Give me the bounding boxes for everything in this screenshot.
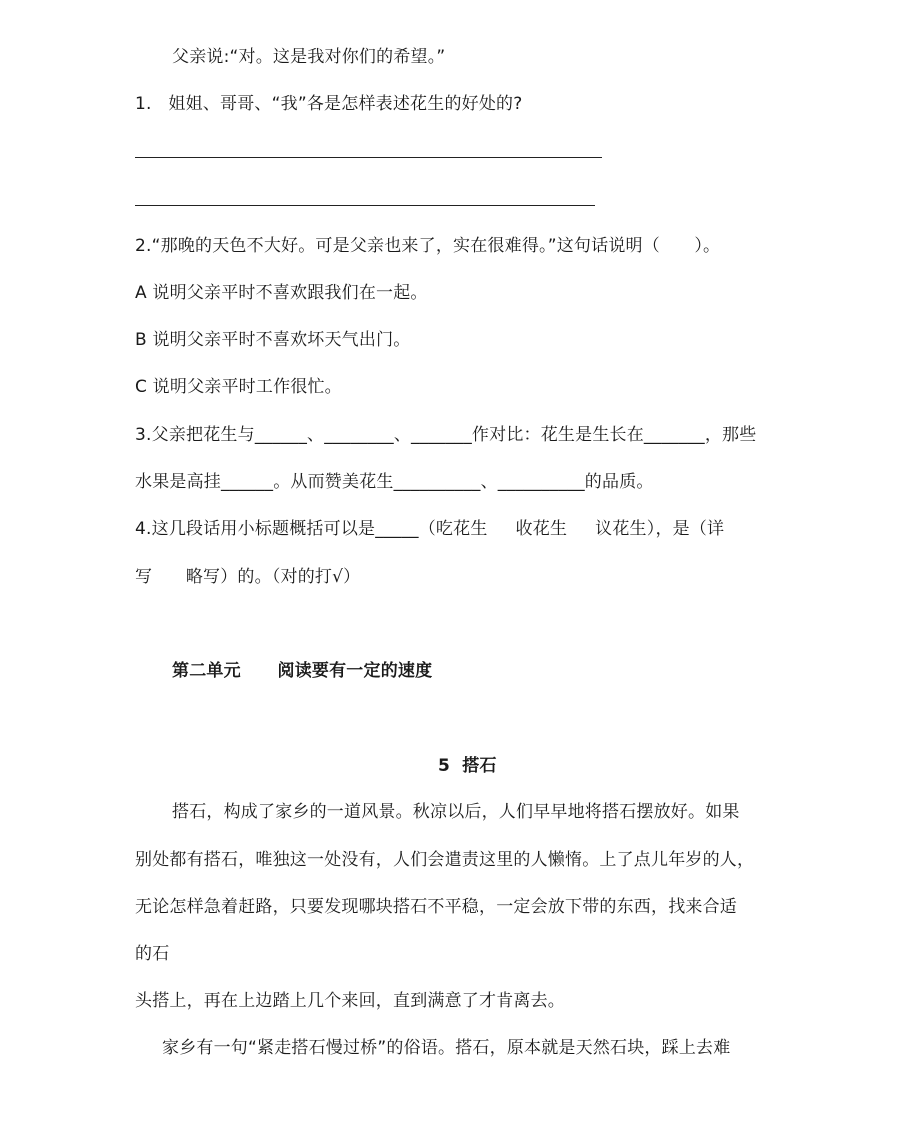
- answer-line-1: [135, 157, 602, 158]
- question-2-option-b: B 说明父亲平时不喜欢坏天气出门。: [135, 330, 411, 350]
- lesson-title: 5 搭石: [438, 756, 497, 776]
- paragraph-1-line-4: 的石: [135, 944, 170, 964]
- paragraph-2-line-1: 家乡有一句“紧走搭石慢过桥”的俗语。搭石，原本就是天然石块，踩上去难: [162, 1038, 731, 1058]
- paragraph-1-line-1: 搭石，构成了家乡的一道风景。秋凉以后，人们早早地将搭石摆放好。如果: [172, 802, 740, 822]
- question-4-line-2: 写 略写）的。（对的打√）: [135, 567, 361, 587]
- question-2-option-a: A 说明父亲平时不喜欢跟我们在一起。: [135, 283, 428, 303]
- question-2-stem: 2.“那晚的天色不大好。可是父亲也来了，实在很难得。”这句话说明（ ）。: [135, 236, 721, 256]
- answer-line-2: [135, 205, 595, 206]
- paragraph-1-line-3: 无论怎样急着赶路，只要发现哪块搭石不平稳，一定会放下带的东西，找来合适: [135, 897, 737, 917]
- paragraph-1-line-2: 别处都有搭石，唯独这一处没有，人们会遣责这里的人懒惰。上了点儿年岁的人，: [135, 850, 755, 870]
- question-2-option-c: C 说明父亲平时工作很忙。: [135, 377, 342, 397]
- quote-line: 父亲说:“对。这是我对你们的希望。”: [172, 47, 446, 67]
- question-1: 1. 姐姐、哥哥、“我”各是怎样表述花生的好处的?: [135, 94, 523, 114]
- question-3-line-1: 3.父亲把花生与______、________、_______作对比：花生是生长在_______，那些: [135, 425, 757, 445]
- question-4-line-1: 4.这几段话用小标题概括可以是_____（吃花生 收花生 议花生），是（详: [135, 519, 725, 539]
- paragraph-1-line-5: 头搭上，再在上边踏上几个来回，直到满意了才肯离去。: [135, 991, 565, 1011]
- unit-title: 第二单元 阅读要有一定的速度: [172, 661, 433, 681]
- question-3-line-2: 水果是高挂______。从而赞美花生__________、__________的品质。: [135, 472, 654, 492]
